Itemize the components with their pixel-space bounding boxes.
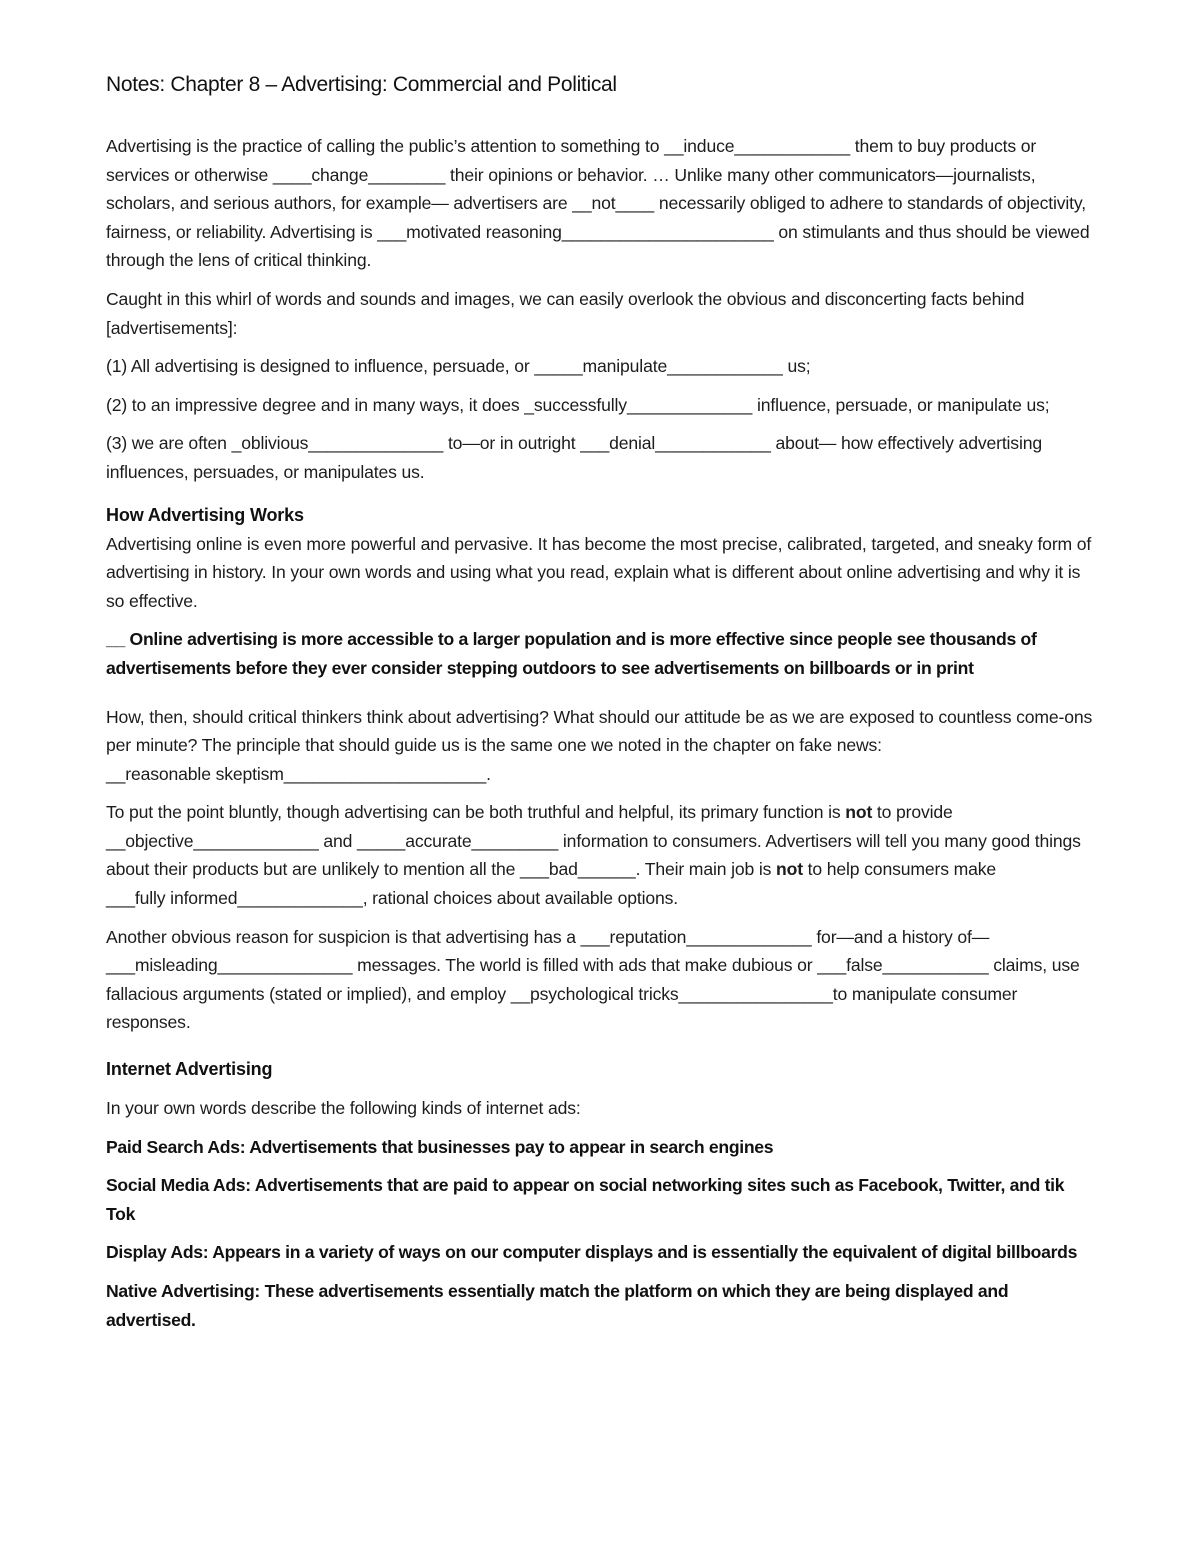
text: them to buy products or services or otherwise [106,136,1037,185]
text: messages. The world is filled with ads that make dubious or [352,955,818,976]
blank-answer: ___misleading______________ [106,955,353,976]
blank-answer: _____manipulate____________ [534,356,783,377]
ad-kind-description: Advertisements that businesses pay to appear in search engines [245,1136,774,1157]
ad-kind-display [106,1238,1096,1267]
text: How, then, should critical thinkers think about advertising? What should our attitude be as we are exposed to countless come-ons per minute? The principle that should guide us is the same one we noted in the chapter on fake news: [106,706,1093,756]
paragraph-critical-thinkers [106,703,1096,789]
answer-online-advertising: __ Online advertising is more accessible to a larger population and is more effective since people see thousands of advertisements before they ever consider stepping outdoors to see advertisements on billboards or in print [106,629,1037,678]
text: to manipulate consumer responses. [106,983,1018,1033]
emphasis: not [776,859,803,880]
text: necessarily obliged to adhere to standards of objectivity, fairness, or reliability. Advertising is [106,193,1086,242]
text: us; [782,356,811,377]
text: for—and a history of— [811,926,990,947]
paragraph-definition [106,132,1096,275]
blank-answer: __reasonable skeptism_____________________ [106,763,487,784]
blank-answer: ____change________ [272,164,446,185]
text: and [318,830,358,851]
ad-kind-label: Display Ads: [106,1242,209,1263]
ad-kind-native [106,1277,1096,1334]
blank-answer: ___fully informed_____________ [106,888,363,909]
text: . [486,763,491,784]
text: to help consumers make [802,859,997,880]
emphasis: not [845,802,873,823]
text: their opinions or behavior. … Unlike many other communicators—journalists, scholars, and serious authors, for example— advertisers are [106,164,1036,214]
text: to—or in outright [443,433,581,454]
text: to provide [872,802,953,823]
blank-answer: ___reputation_____________ [580,926,812,947]
heading-how-advertising-works: How Advertising Works [106,504,304,525]
text: information to consumers. Advertisers will tell you many good things about their products but are unlikely to mention all the [106,830,1081,880]
blank-answer: ___bad______ [519,859,636,880]
blank-answer: ___false___________ [817,955,989,976]
blank-answer: _____accurate_________ [357,830,559,851]
page-title: Notes: Chapter 8 – Advertising: Commercial and Political [106,73,617,96]
paragraph-suspicion [106,923,1096,1037]
ad-kind-description: Advertisements that are paid to appear on social networking sites such as Facebook, Twitter, and tik Tok [106,1175,1065,1224]
paragraph-online: Advertising online is even more powerful and pervasive. It has become the most precise, calibrated, targeted, and sneaky form of advertising in history. In your own words and using what you read, explain what is different about online advertising and why it is so effective. [106,533,1092,611]
ad-kind-paid-search [106,1133,1096,1162]
blank-answer: ___denial____________ [580,433,771,454]
blank-answer: __psychological tricks________________ [510,983,833,1004]
blank-answer: ___motivated reasoning______________________ [377,221,774,242]
point-1 [106,352,1096,381]
point-3 [106,429,1096,486]
ad-kind-social-media [106,1171,1096,1228]
paragraph-instructions: In your own words describe the following kinds of internet ads: [106,1098,581,1119]
blank-answer: _successfully_____________ [524,394,753,415]
ad-kind-label: Social Media Ads: [106,1175,251,1196]
document-page [106,70,1096,1344]
ad-kind-label: Native Advertising: [106,1281,260,1301]
text: To put the point bluntly, though advertising can be both truthful and helpful, its primary function is [106,802,846,823]
paragraph-caught: Caught in this whirl of words and sounds and images, we can easily overlook the obvious and disconcerting facts behind [advertisements]: [106,288,1025,338]
text: (1) All advertising is designed to influence, persuade, or [106,356,535,377]
text: (2) to an impressive degree and in many ways, it does [106,394,525,415]
blank-answer: __induce____________ [664,136,850,156]
blank-answer: __objective_____________ [106,830,319,851]
text: , rational choices about available options. [362,888,679,909]
paragraph-bluntly [106,798,1096,912]
text: (3) we are often [106,433,232,454]
blank-answer: _oblivious______________ [231,433,444,454]
ad-kind-description: These advertisements essentially match the platform on which they are being displayed and advertised. [106,1281,1009,1330]
heading-internet-advertising: Internet Advertising [106,1059,273,1080]
text: about— how effectively advertising influences, persuades, or manipulates us. [106,433,1042,482]
text: Another obvious reason for suspicion is that advertising has a [106,926,581,947]
blank-answer: __not____ [572,193,655,214]
ad-kind-label: Paid Search Ads: [106,1136,246,1157]
text: . Their main job is [635,859,776,880]
text: influence, persuade, or manipulate us; [752,394,1050,415]
point-2 [106,391,1096,420]
text: Advertising is the practice of calling the public’s attention to something to [106,136,665,156]
text: claims, use fallacious arguments (stated or implied), and employ [106,955,1080,1004]
ad-kind-description: Appears in a variety of ways on our computer displays and is essentially the equivalent of digital billboards [208,1242,1078,1263]
text: on stimulants and thus should be viewed through the lens of critical thinking. [106,221,1090,271]
